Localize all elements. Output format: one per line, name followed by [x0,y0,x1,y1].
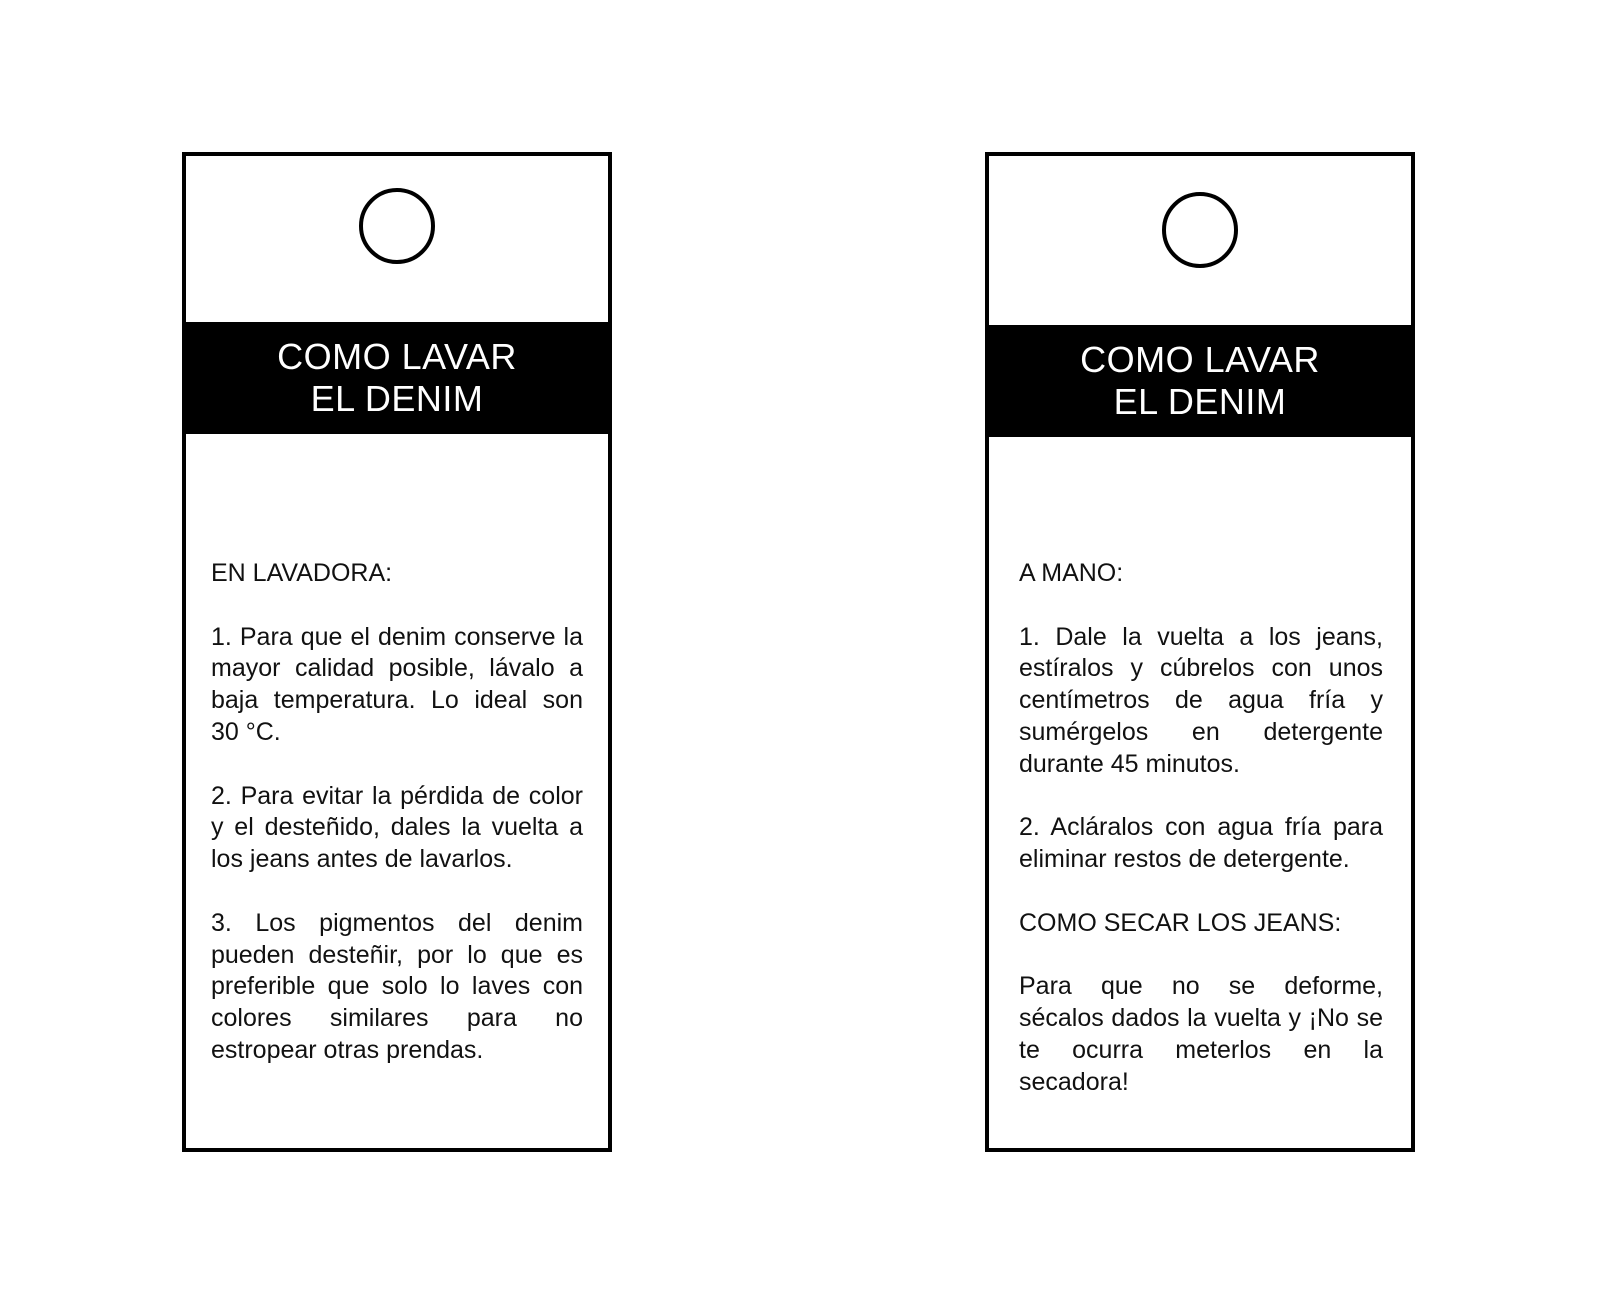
section-title: EN LAVADORA: [211,559,393,587]
banner-line-1: COMO LAVAR [277,336,517,377]
instruction-2: 2. Para evitar la pérdida de color y el desteñido, dales la vuelta a los jeans antes de lavarlos. [211,781,583,874]
drying-section-title: COMO SECAR LOS JEANS: [1019,908,1342,937]
care-tag-hand-wash [985,152,1415,1152]
instruction-3: 3. Los pigmentos del denim pueden desteñir, por lo que es preferible que solo lo laves con colores similares para no estropear otras prendas. [211,908,583,1064]
instruction-1: 1. Para que el denim conserve la mayor calidad posible, lávalo a baja temperatura. Lo ideal son 30 °C. [211,622,583,746]
tag-banner [989,325,1411,437]
drying-instruction: Para que no se deforme, sécalos dados la vuelta y ¡No se te ocurra meterlos en la secadora! [1019,972,1383,1096]
instruction-2: 2. Acláralos con agua fría para eliminar restos de detergente. [1019,813,1383,874]
tag-body [1019,558,1383,1099]
care-tag-machine-wash [182,152,612,1152]
tag-banner [186,322,608,434]
hang-hole-icon [1162,192,1238,268]
hang-hole-icon [359,188,435,264]
banner-line-1: COMO LAVAR [1080,339,1320,380]
banner-line-2: EL DENIM [1113,381,1287,422]
tag-body [211,558,583,1067]
instruction-1: 1. Dale la vuelta a los jeans, estíralos y cúbrelos con unos centímetros de agua fría y sumérgelos en detergente durante 45 minutos. [1019,622,1383,778]
banner-line-2: EL DENIM [310,378,484,419]
section-title: A MANO: [1019,559,1124,587]
